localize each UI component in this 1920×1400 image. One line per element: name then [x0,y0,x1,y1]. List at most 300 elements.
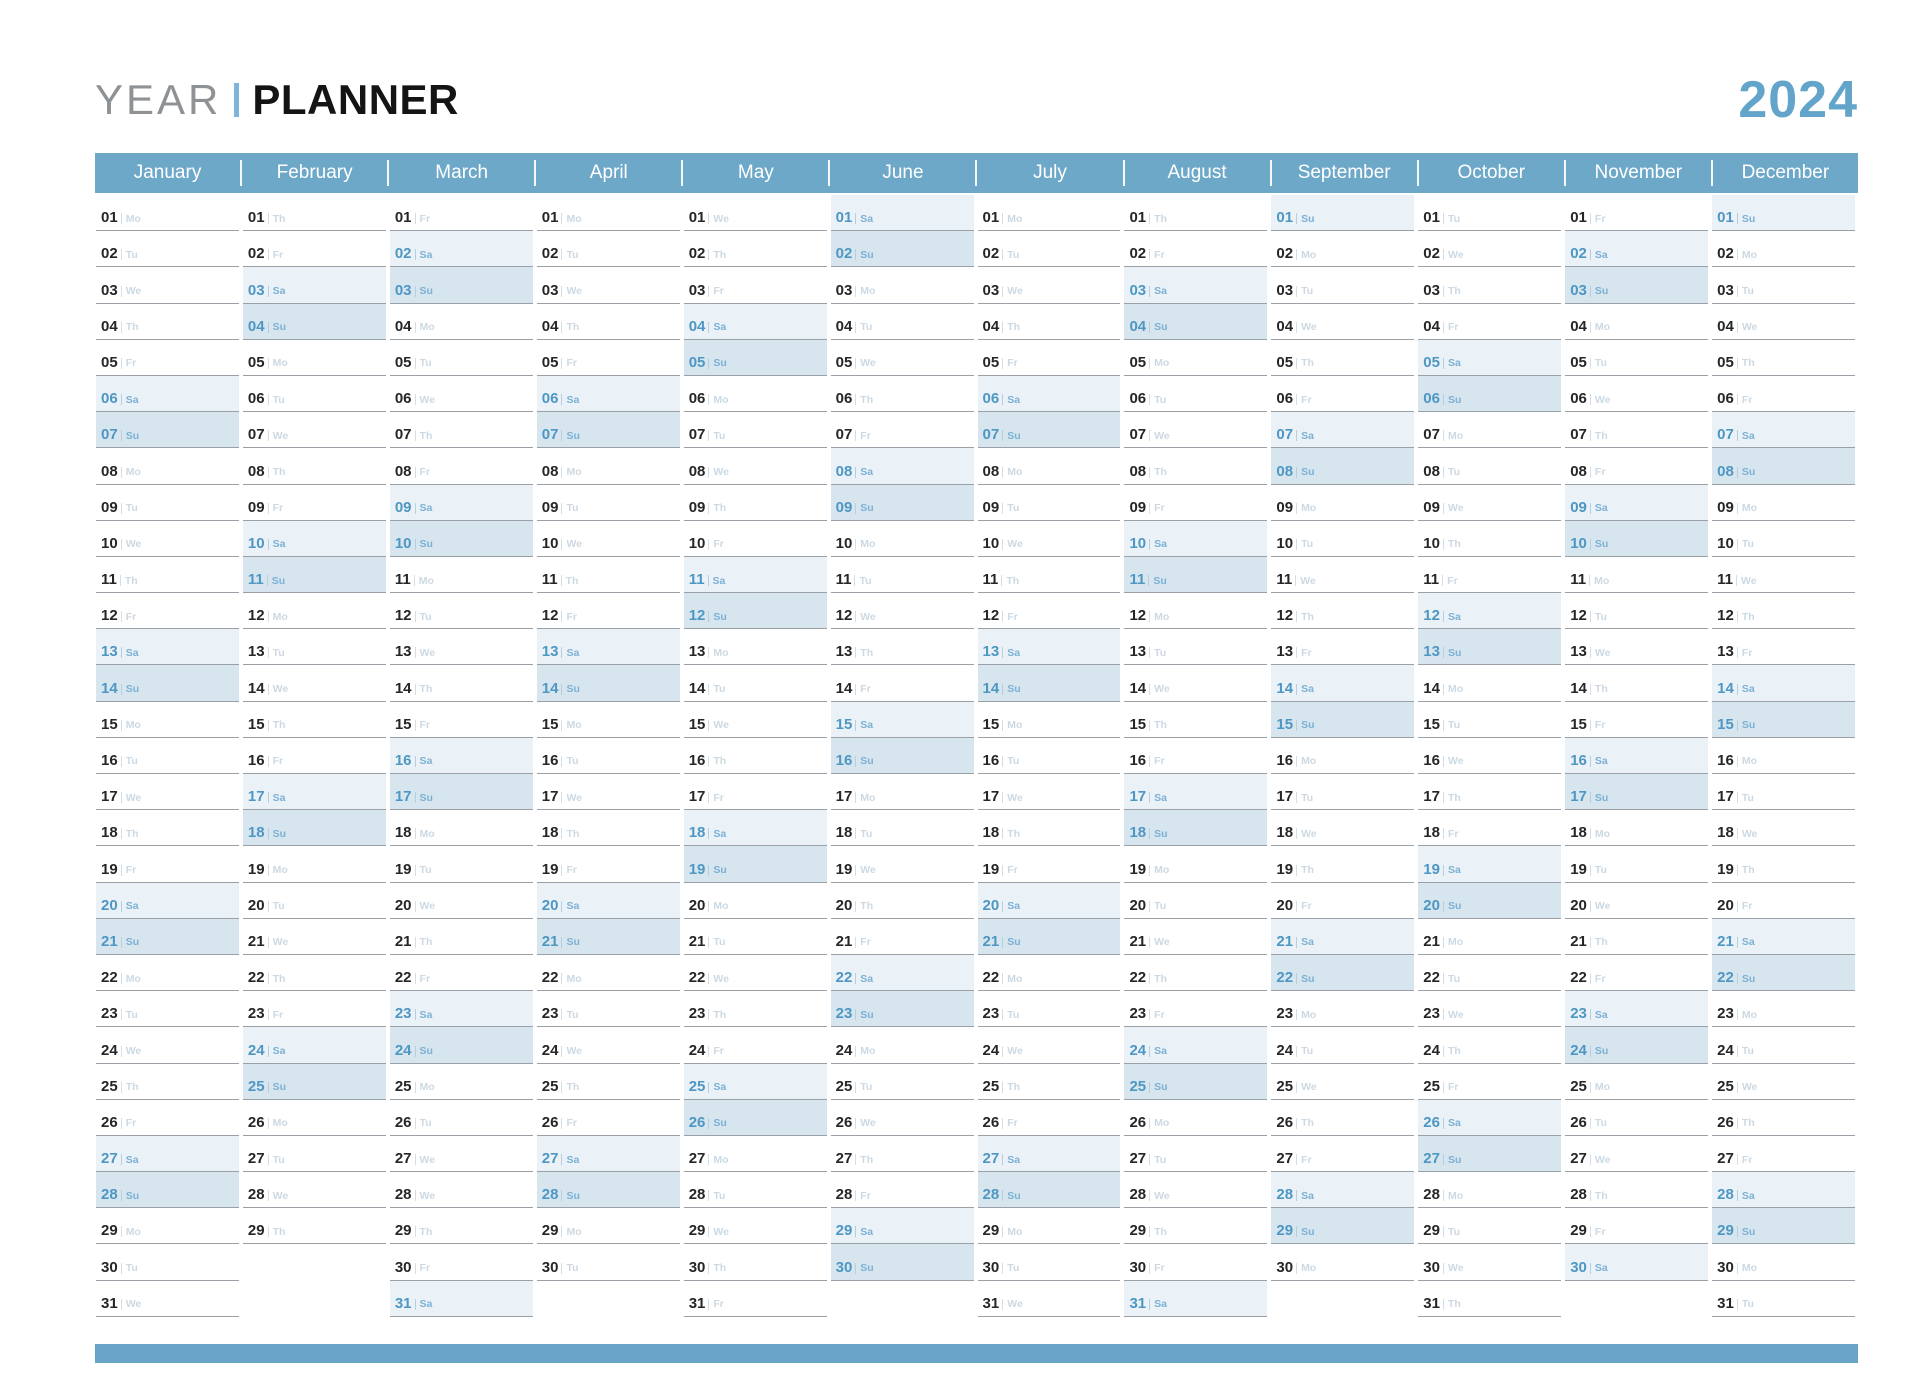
day-weekday: Tu [566,1262,579,1275]
day-separator [1737,647,1738,658]
day-cell-december-11 [1712,557,1855,593]
day-number: 07 [688,426,706,444]
day-number: 27 [835,1150,853,1168]
day-cell-august-11 [1124,557,1267,593]
day-cell-october-08 [1418,448,1561,484]
day-cell-february-03 [243,267,386,303]
day-separator [855,684,856,695]
day-cell-january-25 [96,1064,239,1100]
day-number: 16 [835,752,853,769]
day-cell-january-17 [96,774,239,810]
day-weekday: Fr [1594,1225,1606,1238]
month-header-february: February [276,162,353,183]
day-separator [1590,539,1591,550]
day-weekday: Mo [1447,429,1464,442]
day-separator [855,901,856,912]
day-cell-march-05 [390,340,533,376]
day-separator [415,1299,416,1310]
day-weekday: Sa [860,719,874,732]
day-number: 03 [394,281,412,299]
month-header-may: May [737,162,774,183]
day-number: 24 [1276,1041,1294,1059]
day-number: 17 [688,788,706,806]
day-separator [1737,865,1738,876]
day-number: 26 [688,1113,706,1131]
day-separator [1149,611,1150,622]
day-weekday: Th [419,429,433,442]
day-cell-april-06 [537,376,680,412]
day-number: 29 [1570,1222,1587,1240]
day-weekday: Sa [1154,791,1167,804]
day-cell-october-31 [1418,1281,1561,1317]
day-number: 29 [1717,1222,1734,1240]
day-cell-december-08 [1712,448,1855,484]
day-separator [1149,1299,1150,1310]
day-weekday: Su [1741,212,1756,225]
day-cell-june-17 [831,774,974,810]
day-separator [855,828,856,839]
day-cell-july-28 [978,1172,1121,1208]
day-weekday: Su [1154,827,1168,840]
day-separator [561,467,562,478]
day-number: 13 [982,643,1000,661]
day-separator [415,828,416,839]
month-header-january: January [133,162,202,183]
day-separator [268,539,269,550]
day-weekday: Fr [1007,357,1018,370]
day-cell-october-30 [1418,1244,1561,1280]
day-cell-october-22 [1418,955,1561,991]
day-separator [1296,937,1297,948]
day-weekday: Tu [566,755,579,768]
day-weekday: Fr [713,285,724,298]
day-number: 15 [101,715,118,733]
day-cell-december-12 [1712,593,1855,629]
day-cell-september-07 [1271,412,1414,448]
day-number: 23 [688,1005,706,1023]
day-number: 20 [982,896,1000,914]
day-number: 05 [394,353,412,371]
day-number: 06 [835,390,853,408]
day-separator [268,213,269,224]
day-number: 11 [688,571,705,589]
day-number: 14 [1129,679,1147,697]
day-separator [268,901,269,912]
day-separator [561,611,562,622]
day-cell-april-15 [537,702,680,738]
day-cell-october-13 [1418,629,1561,665]
day-number: 13 [1276,643,1294,661]
day-cell-may-23 [684,991,827,1027]
day-number: 22 [688,969,706,987]
day-separator [1149,1082,1150,1093]
day-number: 18 [835,824,853,842]
day-number: 02 [541,245,559,263]
day-cell-june-08 [831,448,974,484]
day-weekday: Su [713,864,727,877]
day-weekday: Th [1594,936,1608,949]
day-separator [561,828,562,839]
day-separator [414,575,415,586]
day-weekday: We [566,285,583,298]
day-weekday: Mo [272,1117,288,1130]
day-weekday: Sa [713,1081,727,1094]
day-separator [1443,756,1444,767]
day-number: 16 [1717,752,1734,769]
day-cell-october-16 [1418,738,1561,774]
day-cell-july-20 [978,883,1121,919]
day-separator [561,358,562,369]
day-number: 02 [1717,245,1734,263]
day-separator [415,973,416,984]
day-weekday: Tu [1594,357,1607,370]
day-number: 27 [1129,1150,1147,1168]
day-number: 11 [101,571,117,589]
day-number: 31 [982,1294,1000,1312]
day-cell-september-08 [1271,448,1414,484]
day-separator [1295,575,1296,586]
day-weekday: Sa [1301,429,1314,442]
day-separator [1590,430,1591,441]
day-number: 03 [1423,281,1440,299]
day-weekday: Mo [272,357,288,370]
day-cell-january-13 [96,629,239,665]
day-separator [121,322,122,333]
day-number: 28 [835,1186,853,1204]
day-separator [1149,430,1150,441]
day-separator [855,792,856,803]
day-weekday: Fr [1741,393,1753,406]
day-weekday: Mo [1741,502,1757,515]
day-separator [1737,286,1738,297]
day-number: 16 [101,752,118,769]
day-weekday: We [1154,683,1170,696]
day-weekday: We [1447,1008,1464,1021]
day-separator [121,430,122,441]
day-separator [121,647,122,658]
day-separator [268,286,269,297]
day-number: 05 [247,353,265,371]
day-cell-march-26 [390,1100,533,1136]
day-separator [415,1118,416,1129]
day-number: 08 [1570,462,1587,480]
day-separator [855,1226,856,1237]
day-weekday: Su [1154,321,1168,334]
day-separator [121,249,122,260]
day-cell-april-22 [537,955,680,991]
day-weekday: Su [1447,1153,1462,1166]
day-number: 28 [541,1186,559,1204]
day-weekday: Mo [1007,972,1023,985]
day-cell-december-03 [1712,267,1855,303]
day-weekday: Mo [1741,248,1757,261]
day-weekday: Mo [860,285,876,298]
day-cell-august-02 [1124,231,1267,267]
day-weekday: Su [1741,465,1756,478]
day-cell-december-02 [1712,231,1855,267]
day-weekday: Sa [125,393,139,406]
day-separator [1296,286,1297,297]
day-weekday: Sa [860,465,874,478]
day-weekday: Th [1007,321,1021,334]
day-weekday: Tu [1741,538,1754,551]
day-separator [415,1263,416,1274]
day-weekday: Th [565,574,579,587]
day-number: 25 [1423,1077,1440,1095]
day-cell-may-02 [684,231,827,267]
day-cell-december-17 [1712,774,1855,810]
day-weekday: Fr [566,864,577,877]
day-number: 08 [688,462,706,480]
day-number: 07 [1717,426,1734,444]
day-number: 10 [247,534,265,552]
day-number: 29 [1423,1222,1440,1240]
day-weekday: Sa [566,1153,580,1166]
day-separator [1443,973,1444,984]
day-weekday: We [1447,502,1464,515]
day-cell-june-30 [831,1244,974,1280]
day-number: 01 [541,209,559,227]
day-separator [268,792,269,803]
day-weekday: Sa [860,1225,874,1238]
day-weekday: Sa [419,1008,433,1021]
day-cell-november-09 [1565,485,1708,521]
day-weekday: Tu [860,321,873,334]
day-number: 04 [247,317,265,335]
day-separator [708,865,709,876]
day-weekday: Fr [419,972,431,985]
day-number: 03 [1276,281,1294,299]
day-number: 27 [1276,1150,1294,1168]
day-cell-february-13 [243,629,386,665]
day-weekday: We [713,972,729,985]
day-number: 09 [1276,498,1294,516]
day-cell-july-29 [978,1208,1121,1244]
day-number: 25 [247,1077,265,1095]
day-weekday: Mo [1007,719,1023,732]
day-cell-december-30 [1712,1244,1855,1280]
day-weekday: We [1301,827,1317,840]
day-cell-august-04 [1124,304,1267,340]
day-separator [1443,1226,1444,1237]
day-separator [1002,467,1003,478]
day-number: 17 [1276,788,1294,806]
day-separator [1590,973,1591,984]
day-cell-may-26 [684,1100,827,1136]
day-cell-july-17 [978,774,1121,810]
day-separator [415,647,416,658]
day-cell-september-09 [1271,485,1414,521]
day-cell-september-05 [1271,340,1414,376]
day-weekday: Sa [1447,1117,1461,1130]
day-number: 09 [1423,498,1440,516]
day-cell-september-11 [1271,557,1414,593]
day-separator [1002,720,1003,731]
day-cell-june-13 [831,629,974,665]
day-separator [855,1190,856,1201]
day-separator [121,1226,122,1237]
day-number: 24 [1129,1041,1147,1059]
day-separator [1737,1046,1738,1057]
day-separator [708,1190,709,1201]
day-number: 13 [1129,643,1147,661]
day-weekday: Su [1007,1189,1021,1202]
day-weekday: Tu [1594,1117,1607,1130]
day-weekday: Th [419,1225,433,1238]
day-cell-august-31 [1124,1281,1267,1317]
day-separator [415,322,416,333]
day-separator [1149,1263,1150,1274]
day-separator [1149,358,1150,369]
day-weekday: Mo [1594,827,1611,840]
day-number: 16 [1570,752,1587,769]
day-separator [1590,1009,1591,1020]
day-separator [121,213,122,224]
day-weekday: Sa [1594,755,1608,768]
day-number: 28 [247,1186,265,1204]
day-number: 26 [247,1113,265,1131]
day-cell-january-31 [96,1281,239,1317]
day-separator [1149,503,1150,514]
day-weekday: Tu [1741,791,1754,804]
day-cell-june-12 [831,593,974,629]
day-weekday: Su [272,1081,287,1094]
day-separator [708,249,709,260]
day-weekday: Tu [1007,755,1020,768]
day-number: 22 [1423,969,1440,987]
day-number: 25 [835,1077,853,1095]
day-number: 01 [101,209,118,227]
day-separator [1590,1118,1591,1129]
day-number: 17 [541,788,559,806]
day-separator [1002,828,1003,839]
day-cell-march-21 [390,919,533,955]
day-number: 11 [1717,571,1733,589]
day-weekday: Sa [419,1298,433,1311]
day-weekday: Mo [419,321,435,334]
day-cell-july-05 [978,340,1121,376]
year-label: 2024 [1738,71,1858,129]
day-weekday: Tu [1741,1044,1754,1057]
day-separator [1443,213,1444,224]
month-header-october: October [1457,162,1526,183]
day-weekday: Mo [566,719,582,732]
day-cell-march-07 [390,412,533,448]
day-weekday: Su [1301,719,1315,732]
day-weekday: Fr [1007,864,1018,877]
day-separator [855,647,856,658]
day-weekday: We [1447,755,1464,768]
day-cell-november-12 [1565,593,1708,629]
day-weekday: Tu [1154,1153,1167,1166]
day-cell-may-07 [684,412,827,448]
title-separator [234,83,239,117]
day-cell-may-31 [684,1281,827,1317]
day-separator [1443,720,1444,731]
day-number: 15 [688,715,706,733]
day-weekday: Tu [419,1117,432,1130]
day-number: 26 [1423,1113,1440,1131]
day-separator [415,901,416,912]
day-weekday: Sa [125,646,139,659]
day-separator [1296,720,1297,731]
day-number: 04 [835,317,853,335]
day-number: 03 [541,281,559,299]
day-number: 29 [982,1222,1000,1240]
day-cell-july-30 [978,1244,1121,1280]
day-separator [1443,539,1444,550]
day-number: 12 [101,607,118,625]
day-number: 06 [1717,390,1734,408]
day-number: 28 [982,1186,1000,1204]
day-weekday: Mo [1154,610,1170,623]
day-weekday: Tu [860,1081,873,1094]
day-cell-september-12 [1271,593,1414,629]
day-number: 13 [247,643,265,661]
day-weekday: Su [1153,574,1167,587]
day-separator [855,1009,856,1020]
day-number: 09 [1570,498,1587,516]
day-weekday: Fr [1447,574,1458,587]
day-number: 12 [247,607,265,625]
day-weekday: Th [1007,827,1021,840]
day-cell-february-23 [243,991,386,1027]
day-cell-november-05 [1565,340,1708,376]
day-cell-january-03 [96,267,239,303]
day-weekday: Tu [713,683,726,696]
day-number: 04 [1276,317,1294,335]
day-cell-august-08 [1124,448,1267,484]
day-separator [1443,467,1444,478]
day-separator [1296,1263,1297,1274]
day-separator [268,249,269,260]
day-number: 14 [1276,679,1294,697]
day-separator [1590,1190,1591,1201]
day-number: 21 [688,932,706,950]
day-weekday: Su [1594,791,1609,804]
day-cell-april-03 [537,267,680,303]
day-separator [1737,213,1738,224]
day-separator [1443,1082,1444,1093]
day-weekday: Mo [1741,755,1757,768]
day-cell-may-30 [684,1244,827,1280]
day-weekday: Fr [713,791,724,804]
day-separator [1149,1118,1150,1129]
day-weekday: Tu [1301,538,1314,551]
day-cell-january-28 [96,1172,239,1208]
day-number: 24 [1717,1041,1734,1059]
day-weekday: Tu [566,248,579,261]
day-number: 09 [101,498,118,516]
day-weekday: Su [860,1008,874,1021]
day-weekday: We [125,1044,142,1057]
day-separator [1149,901,1150,912]
day-cell-february-05 [243,340,386,376]
day-weekday: Tu [272,646,285,659]
day-number: 02 [982,245,1000,263]
day-weekday: Sa [1154,1044,1167,1057]
day-weekday: Fr [566,357,577,370]
day-separator [1442,575,1443,586]
day-cell-september-01 [1271,195,1414,231]
day-number: 20 [688,896,706,914]
day-number: 17 [101,788,118,806]
day-separator [1443,828,1444,839]
day-weekday: We [713,212,729,225]
day-weekday: Sa [1301,1189,1314,1202]
day-separator [268,1118,269,1129]
day-separator [121,467,122,478]
